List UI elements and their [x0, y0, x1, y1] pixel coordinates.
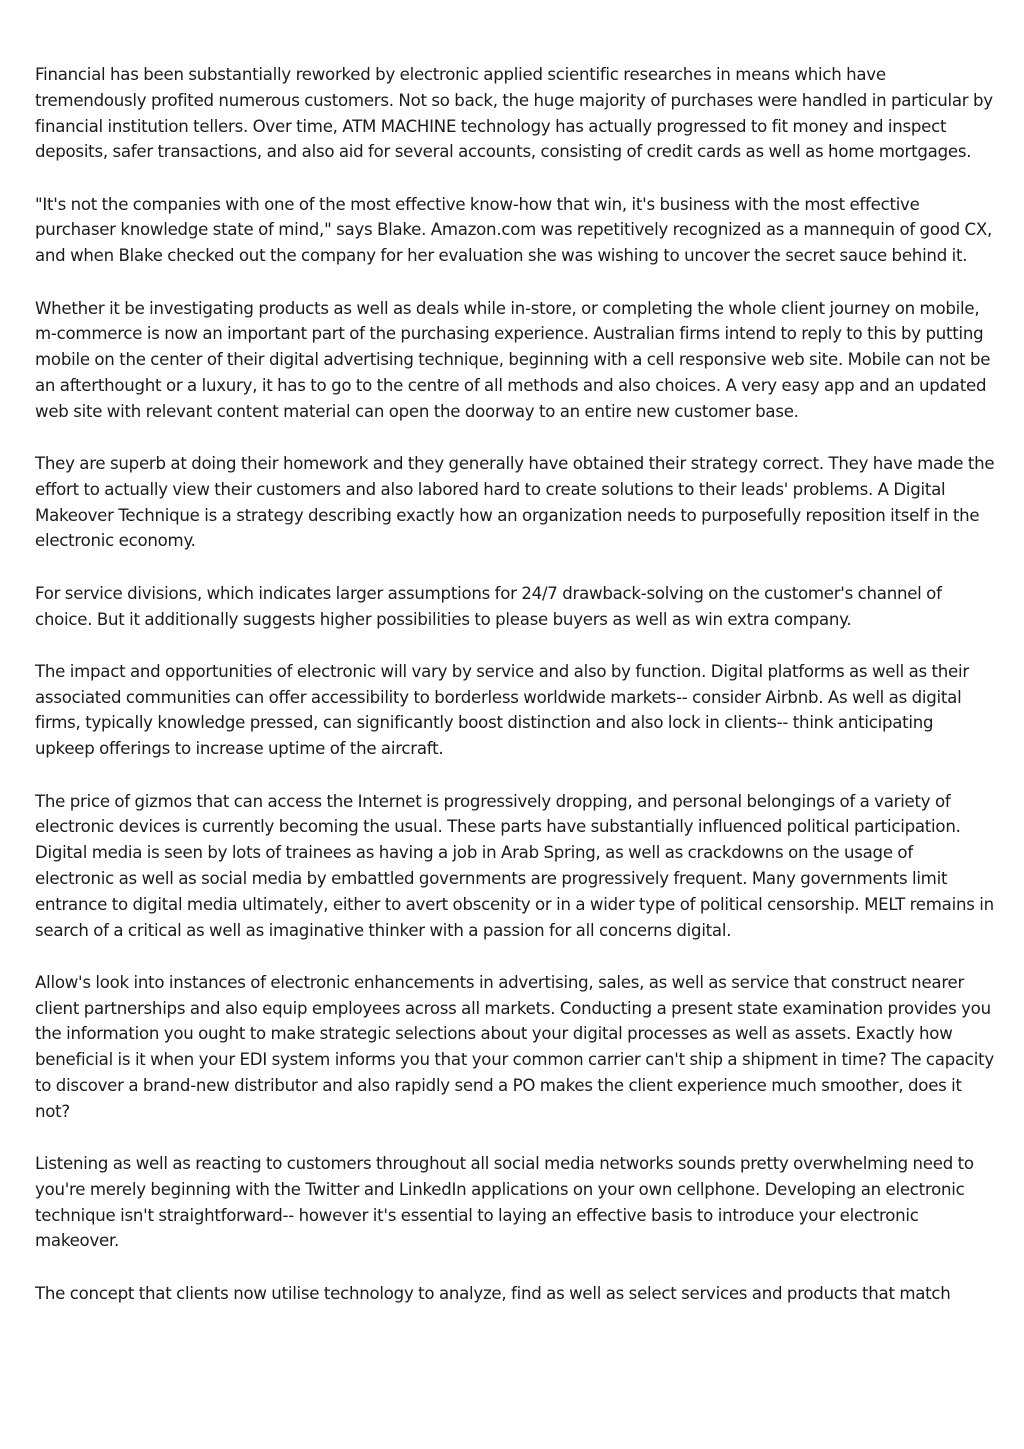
- paragraph-2: "It's not the companies with one of the most effective know-how that win, it's business with the most effective purchaser knowledge state of mind," says Blake. Amazon.com was repetitively recognized as a mannequin of good CX, and when Blake checked out the company for her evaluation she was wishing to uncover the secret sauce behind it.: [35, 194, 993, 266]
- paragraph-9: Listening as well as reacting to customers throughout all social media networks sounds pretty overwhelming need to you're merely beginning with the Twitter and LinkedIn applications on your own cellphone. Developing an electronic technique isn't straightforward-- however it's essential to laying an effective basis to introduce your electronic makeover.: [35, 1154, 974, 1251]
- paragraph-5: For service divisions, which indicates larger assumptions for 24/7 drawback-solving on the customer's channel of choice. But it additionally suggests higher possibilities to please buyers as well as win extra company.: [35, 583, 942, 629]
- paragraph-10: The concept that clients now utilise technology to analyze, find as well as select services and products that match: [35, 1283, 951, 1303]
- document-body: [35, 62, 995, 1333]
- paragraph-1: Financial has been substantially reworked by electronic applied scientific researches in means which have tremendously profited numerous customers. Not so back, the huge majority of purchases were handled in particular by financial institution tellers. Over time, ATM MACHINE technology has actually progressed to fit money and inspect deposits, safer transactions, and also aid for several accounts, consisting of credit cards as well as home mortgages.: [35, 65, 993, 162]
- paragraph-8: Allow's look into instances of electronic enhancements in advertising, sales, as well as service that construct nearer client partnerships and also equip employees across all markets. Conducting a present state examination provides you the information you ought to make strategic selections about your digital processes as well as assets. Exactly how beneficial is it when your EDI system informs you that your common carrier can't ship a shipment in time? The capacity to discover a brand-new distributor and also rapidly send a PO makes the client experience much smoother, does it not?: [35, 972, 994, 1121]
- paragraph-4: They are superb at doing their homework and they generally have obtained their strategy correct. They have made the effort to actually view their customers and also labored hard to create solutions to their leads' problems. A Digital Makeover Technique is a strategy describing exactly how an organization needs to purposefully reposition itself in the electronic economy.: [35, 454, 995, 551]
- paragraph-7: The price of gizmos that can access the Internet is progressively dropping, and personal belongings of a variety of electronic devices is currently becoming the usual. These parts have substantially influenced political participation. Digital media is seen by lots of trainees as having a job in Arab Spring, as well as crackdowns on the usage of electronic as well as social media by embattled governments are progressively frequent. Many governments limit entrance to digital media ultimately, either to avert obscenity or in a wider type of political censorship. MELT remains in search of a critical as well as imaginative thinker with a passion for all concerns digital.: [35, 791, 994, 940]
- paragraph-3: Whether it be investigating products as well as deals while in-store, or completing the whole client journey on mobile, m-commerce is now an important part of the purchasing experience. Australian firms intend to reply to this by putting mobile on the center of their digital advertising technique, beginning with a cell responsive web site. Mobile can not be an afterthought or a luxury, it has to go to the centre of all methods and also choices. A very easy app and an updated web site with relevant content material can open the doorway to an entire new customer base.: [35, 298, 991, 421]
- paragraph-6: The impact and opportunities of electronic will vary by service and also by function. Digital platforms as well as their associated communities can offer accessibility to borderless worldwide markets-- consider Airbnb. As well as digital firms, typically knowledge pressed, can significantly boost distinction and also lock in clients-- think anticipating upkeep offerings to increase uptime of the aircraft.: [35, 661, 969, 759]
